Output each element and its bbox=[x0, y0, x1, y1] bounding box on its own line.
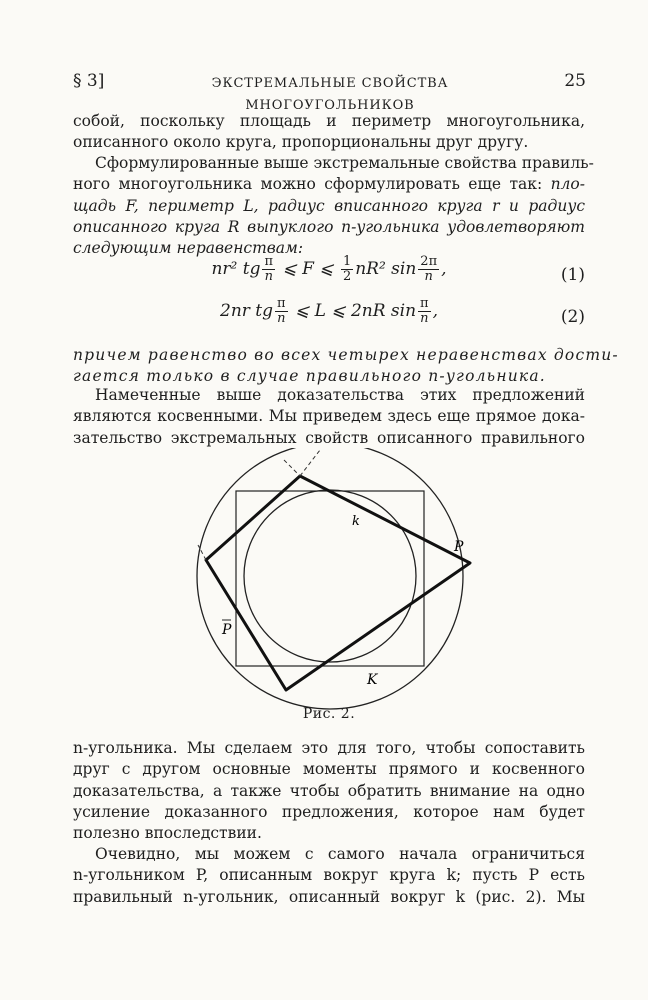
figure-caption: Рис. 2. bbox=[302, 706, 356, 722]
numerator: π bbox=[277, 296, 286, 311]
fraction bbox=[418, 297, 431, 326]
running-title: ЭКСТРЕМАЛЬНЫЕ СВОЙСТВА МНОГОУГОЛЬНИКОВ bbox=[211, 76, 449, 113]
italic-fragment: пло- bbox=[550, 175, 585, 194]
dashed-extension bbox=[284, 460, 300, 476]
denominator: 2 bbox=[342, 269, 352, 284]
formula bbox=[73, 297, 585, 326]
square-P-bar bbox=[236, 491, 424, 666]
fraction bbox=[262, 255, 275, 284]
equation-number: (1) bbox=[560, 265, 585, 285]
italic-line: причем равенство во всех четырех неравенствах дости- bbox=[73, 346, 619, 364]
text-line: доказательства, а также чтобы обратить внимание на одно bbox=[73, 781, 585, 800]
italic-line: следующим неравенствам: bbox=[73, 239, 304, 258]
text-line: зательство экстремальных свойств описанного правильного bbox=[73, 428, 585, 447]
section-number: § 3] bbox=[73, 71, 105, 91]
text-line: являются косвенными. Мы приведем здесь еще прямое дока- bbox=[73, 407, 585, 426]
denominator: n bbox=[424, 269, 433, 284]
paragraph-3 bbox=[73, 345, 619, 388]
numerator: π bbox=[420, 296, 429, 311]
page-number: 25 bbox=[564, 71, 586, 91]
figure-2-diagram bbox=[180, 448, 480, 718]
eq-rhs: nR² sin bbox=[355, 259, 417, 279]
italic-line: щадь F, периметр L, радиус вписанного круга r и радиус bbox=[73, 196, 585, 215]
denominator: n bbox=[277, 311, 286, 326]
formula bbox=[73, 255, 585, 284]
eq-lhs: nr² tg bbox=[211, 259, 261, 279]
paragraph-2 bbox=[73, 153, 594, 259]
paragraph-1 bbox=[73, 111, 585, 154]
text-line bbox=[73, 174, 585, 195]
equation-1 bbox=[73, 255, 585, 295]
italic-line: описанного круга R выпуклого n-угольника удовлетворяют bbox=[73, 217, 585, 236]
paragraph-5 bbox=[73, 738, 585, 844]
equation-number: (2) bbox=[560, 307, 585, 327]
polygon-P bbox=[206, 476, 470, 690]
fraction bbox=[341, 255, 353, 284]
dashed-extension bbox=[300, 450, 320, 476]
text-line: n-угольника. Мы сделаем это для того, чтобы сопоставить bbox=[73, 739, 585, 757]
text-line: усиление доказанного предложения, которое нам будет bbox=[73, 802, 585, 821]
text-line: правильный n-угольник, описанный вокруг k (рис. 2). Мы bbox=[73, 887, 585, 906]
denominator: n bbox=[264, 269, 273, 284]
italic-line: гается только в случае правильного n-угольника. bbox=[73, 367, 546, 386]
numerator: π bbox=[264, 254, 274, 269]
eq-middle: ⩽ L ⩽ 2nR sin bbox=[294, 301, 417, 321]
circle-k bbox=[244, 490, 416, 662]
eq-tail: , bbox=[441, 259, 447, 279]
text-line: собой, поскольку площадь и периметр многоугольника, bbox=[73, 112, 585, 130]
eq-middle: ⩽ F ⩽ bbox=[282, 259, 334, 279]
text-line: Очевидно, мы можем с самого начала ограничиться bbox=[95, 845, 585, 863]
text-line: описанного около круга, пропорциональны друг другу. bbox=[73, 133, 529, 152]
text-line: полезно впоследствии. bbox=[73, 824, 262, 843]
label-K: K bbox=[367, 672, 378, 688]
fraction bbox=[275, 297, 288, 326]
numerator: 2π bbox=[420, 254, 438, 269]
circle-K bbox=[197, 448, 463, 709]
label-P: P bbox=[454, 539, 464, 555]
paragraph-6 bbox=[73, 844, 585, 908]
label-k: k bbox=[352, 514, 360, 529]
numerator: 1 bbox=[342, 254, 352, 269]
eq-lhs: 2nr tg bbox=[220, 301, 274, 321]
eq-tail: , bbox=[432, 301, 438, 321]
text-line: Намеченные выше доказательства этих предложений bbox=[95, 386, 585, 404]
fraction bbox=[418, 255, 439, 284]
text-fragment: ного многоугольника можно сформулировать еще так: bbox=[73, 175, 551, 194]
text-line: друг с другом основные моменты прямого и косвенного bbox=[73, 760, 585, 779]
label-P-bar: P bbox=[222, 622, 232, 638]
paragraph-4 bbox=[73, 385, 585, 449]
equation-2 bbox=[73, 297, 585, 337]
text-line: Сформулированные выше экстремальные свойства правиль- bbox=[95, 154, 594, 172]
text-line: n-угольником P, описанным вокруг круга k; пусть P есть bbox=[73, 866, 585, 885]
denominator: n bbox=[420, 311, 429, 326]
